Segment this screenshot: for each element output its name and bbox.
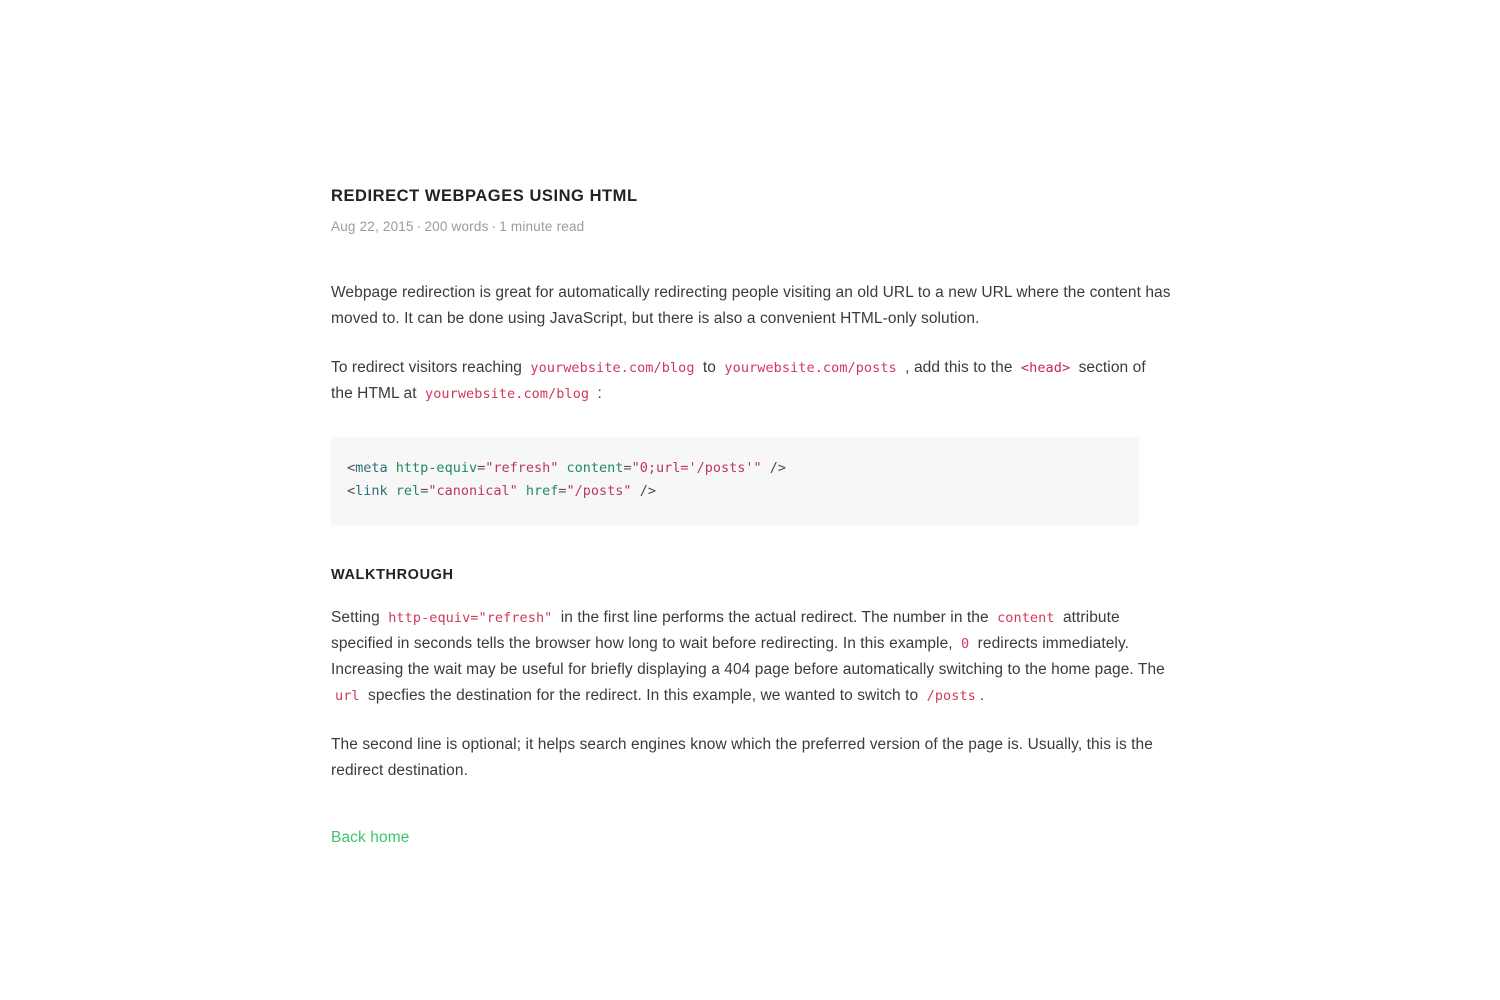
code-token: "/posts" (566, 483, 632, 500)
inline-code-url-param: url (335, 688, 360, 705)
paragraph-walkthrough (331, 605, 1171, 709)
text-fragment: redirects immediately. Increasing the wait may be useful for briefly displaying a 404 page before automatically switching to the home page. The (331, 635, 1165, 679)
code-token: "refresh" (485, 460, 559, 477)
text-fragment: specfies the destination for the redirect. In this example, we wanted to switch to (368, 687, 919, 705)
post-date: Aug 22, 2015 (331, 219, 414, 235)
code-token: meta (355, 460, 388, 477)
code-token: = (477, 460, 486, 477)
inline-code-posts-path: /posts (926, 688, 976, 705)
code-line-link (347, 480, 1123, 503)
code-token: = (420, 483, 429, 500)
code-token: rel (395, 483, 421, 500)
code-token: = (623, 460, 632, 477)
text-fragment: attribute specified in seconds tells the browser how long to wait before redirecting. In this example, (331, 609, 1120, 653)
back-home-link[interactable]: Back home (331, 829, 410, 847)
paragraph-canonical: The second line is optional; it helps search engines know which the preferred version of the page is. Usually, this is the redirect destination. (331, 736, 1153, 780)
text-fragment: To redirect visitors reaching (331, 359, 522, 377)
inline-code-content-attr: content (997, 610, 1055, 627)
code-token: /> (769, 460, 787, 477)
section-heading-walkthrough: WALKTHROUGH (331, 567, 454, 584)
text-fragment: : (597, 385, 602, 403)
code-token: href (525, 483, 559, 500)
inline-code-zero: 0 (961, 636, 970, 653)
post-meta (331, 219, 1171, 234)
code-token: < (347, 483, 356, 500)
blog-post (331, 186, 1171, 847)
text-fragment: Setting (331, 609, 380, 627)
inline-code-http-equiv: http-equiv="refresh" (388, 610, 553, 627)
page-title: REDIRECT WEBPAGES USING HTML (331, 187, 638, 205)
text-fragment: section of the HTML at (331, 359, 1146, 403)
post-word-count: 200 words (424, 219, 489, 235)
inline-code-head-tag: <head> (1020, 360, 1071, 377)
inline-code-blog-url: yourwebsite.com/blog (424, 386, 590, 403)
meta-separator-1: · (416, 219, 422, 235)
code-token: "0;url='/posts'" (631, 460, 762, 477)
code-token: /> (639, 483, 656, 500)
code-token: link (355, 483, 388, 500)
code-token: = (558, 483, 567, 500)
post-read-time: 1 minute read (499, 219, 585, 235)
inline-code-old-url: yourwebsite.com/blog (530, 360, 695, 377)
code-token: content (566, 460, 624, 477)
text-fragment: to (702, 359, 717, 377)
code-block (331, 437, 1139, 525)
meta-separator-2: · (491, 219, 497, 235)
text-fragment: in the first line performs the actual redirect. The number in the (560, 609, 989, 627)
code-line-meta (347, 457, 1123, 480)
text-fragment: . (979, 687, 985, 705)
inline-code-new-url: yourwebsite.com/posts (724, 360, 897, 377)
code-token: "canonical" (428, 483, 518, 500)
code-token: < (347, 460, 356, 477)
paragraph-redirect-instructions (331, 355, 1171, 407)
code-token: http-equiv (395, 460, 478, 477)
paragraph-intro: Webpage redirection is great for automatically redirecting people visiting an old URL to a new URL where the content has moved to. It can be done using JavaScript, but there is also a convenient HTML-only solution. (331, 284, 1171, 328)
text-fragment: , add this to the (905, 359, 1013, 377)
